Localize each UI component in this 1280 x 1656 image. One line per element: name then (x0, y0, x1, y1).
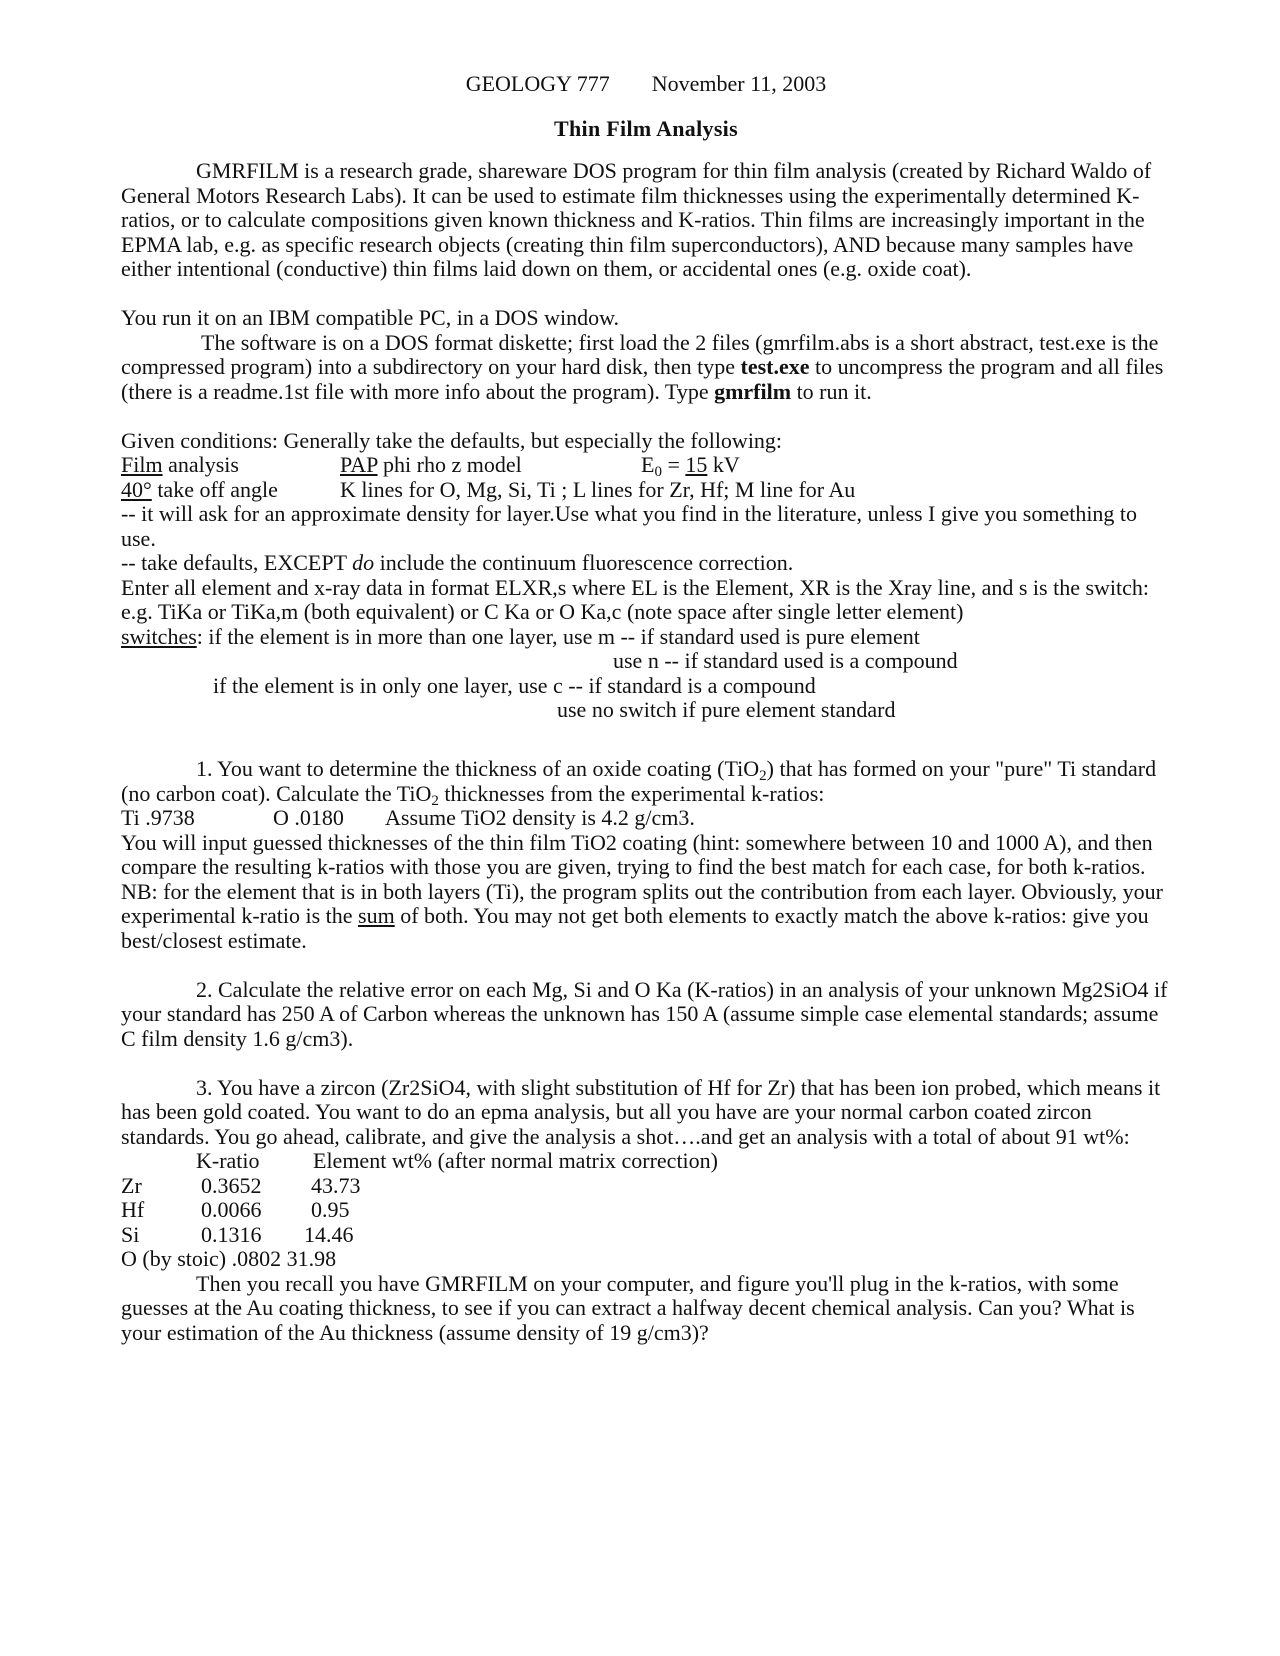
table-row: Zr 0.3652 43.73 (121, 1172, 361, 1198)
switches-line-3: if the element is in only one layer, use c -- if standard is a compound (213, 672, 816, 698)
course-code: GEOLOGY 777 (465, 71, 610, 96)
table-row: Si 0.1316 14.46 (121, 1221, 354, 1247)
film-label: Film (121, 452, 163, 477)
switches-line-1: switches: if the element is in more than one layer, use m -- if standard used is pure element (121, 623, 920, 649)
install-paragraph: The software is on a DOS format diskette; first load the 2 files (gmrfilm.abs is a short abstract, test.exe is the compressed program) into a subdirectory on your hard disk, then type test.exe to uncompress the program and all files (there is a readme.1st file with more info about the program). Type gmrfilm to run it. (121, 329, 1164, 404)
switches-label: switches (121, 623, 197, 649)
takeoff-angle-value: 40° (121, 476, 152, 502)
question-1: 1. You want to determine the thickness of an oxide coating (TiO$_2$) that has formed on your "pure" Ti standard (no carbon coat). Calculate the TiO$_2$ thicknesses from the experimental k-ratios: (121, 756, 1157, 809)
document-header (121, 72, 1171, 97)
command-test-exe: test.exe (740, 354, 810, 379)
o-k-ratio: O .0180 (273, 805, 344, 830)
table-header (121, 1149, 1171, 1174)
intro-paragraph: GMRFILM is a research grade, shareware DOS program for thin film analysis (created by Richard Waldo of General Motors Research Labs). It can be used to estimate film thicknesses using the experimentally determined K-ratios, or to calculate compositions given known thickness and K-ratios. Thin films are increasingly important in the EPMA lab, e.g. as specific research objects (creating thin film superconductors), AND because many samples have either intentional (conductive) thin films laid down on them, or accidental ones (e.g. oxide coat). (121, 158, 1152, 281)
format-note: Enter all element and x-ray data in format ELXR,s where EL is the Element, XR is the Xray line, and s is the switch: e.g. TiKa or TiKa,m (both equivalent) or C Ka or O Ka,c (note space after single letter element) (121, 574, 1150, 624)
pap-label: PAP (340, 452, 378, 477)
run-line: You run it on an IBM compatible PC, in a DOS window. (121, 305, 620, 330)
switches-line-2: use n -- if standard used is a compound (613, 648, 958, 673)
table-row: Hf 0.0066 0.95 (121, 1197, 350, 1222)
k-ratio-row (121, 806, 1171, 831)
command-gmrfilm: gmrfilm (714, 378, 792, 404)
conditions-row-1: Film analysis PAP phi rho z model $E_0 = 15$ kV (121, 452, 740, 480)
switches-line-4: use no switch if pure element standard (557, 697, 896, 722)
col-element-wt: Element wt% (after normal matrix correction) (313, 1148, 718, 1173)
document-page (121, 72, 1171, 1345)
defaults-note: -- take defaults, EXCEPT do include the continuum fluorescence correction. (121, 550, 794, 575)
density-note: -- it will ask for an approximate density for layer.Use what you find in the literature, unless I give you something to use. (121, 501, 1138, 551)
question-3-followup: Then you recall you have GMRFILM on your computer, and figure you'll plug in the k-ratios, with some guesses at the Au coating thickness, to see if you can extract a halfway decent chemical analysis. Can you? What is your estimation of the Au thickness (assume density of 19 g/cm3)? (121, 1270, 1135, 1345)
question-1-instructions: You will input guessed thicknesses of the thin film TiO2 coating (hint: somewhere between 10 and 1000 A), and then compare the resulting k-ratios with those you are given, trying to find the best match for each case, for both k-ratios. NB: for the element that is in both layers (Ti), the program splits out the contribution from each layer. Obviously, your experimental k-ratio is the sum of both. You may not get both elements to exactly match the above k-ratios: give you best/closest estimate. (121, 829, 1163, 953)
beam-energy: $E_0 = 15$ kV (641, 452, 740, 480)
conditions-row-2: 40° take off angle K lines for O, Mg, Si, Ti ; L lines for Zr, Hf; M line for Au (121, 476, 856, 502)
document-title: Thin Film Analysis (554, 115, 738, 141)
table-row-oxygen: O (by stoic) .0802 31.98 (121, 1246, 337, 1271)
question-3: 3. You have a zircon (Zr2SiO4, with slight substitution of Hf for Zr) that has been ion probed, which means it has been gold coated. You want to do an epma analysis, but all you have are your normal carbon coated zircon standards. You go ahead, calibrate, and give the analysis a shot….and get an analysis with a total of about 91 wt%: (121, 1074, 1161, 1149)
tio2-density: Assume TiO2 density is 4.2 g/cm3. (385, 805, 695, 830)
col-k-ratio: K-ratio (196, 1148, 260, 1173)
ti-k-ratio: Ti .9738 (121, 805, 195, 830)
question-2: 2. Calculate the relative error on each Mg, Si and O Ka (K-ratios) in an analysis of your unknown Mg2SiO4 if your standard has 250 A of Carbon whereas the unknown has 150 A (assume simple case elemental standards; assume C film density 1.6 g/cm3). (121, 976, 1168, 1051)
document-date: November 11, 2003 (651, 71, 827, 96)
conditions-intro: Given conditions: Generally take the defaults, but especially the following: (121, 427, 783, 453)
xray-lines: K lines for O, Mg, Si, Ti ; L lines for Zr, Hf; M line for Au (340, 476, 856, 502)
